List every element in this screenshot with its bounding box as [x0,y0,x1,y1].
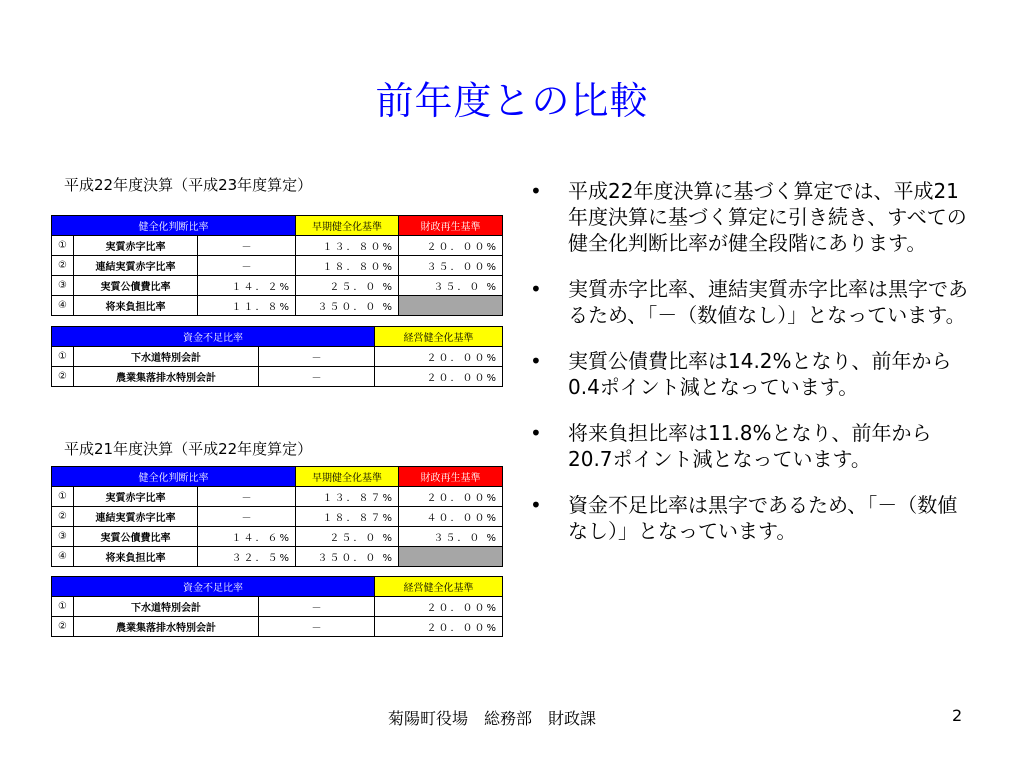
row-early: １３．８０% [296,236,399,256]
bullet-list [530,178,970,564]
row-rebuild: ２０．００% [399,487,503,507]
footer-text: 菊陽町役場 総務部 財政課 [388,709,597,728]
row-name: 実質公債費比率 [74,527,198,547]
row-value: － [198,256,296,276]
section-label-h21: 平成21年度決算（平成22年度算定） [64,440,313,458]
slide-title: 前年度との比較 [375,79,649,123]
row-early: ３５０．０ % [296,296,399,316]
table-row [52,347,503,367]
header-ratio: 健全化判断比率 [52,216,296,236]
table-row [52,367,503,387]
row-value: １４．６% [198,527,296,547]
list-item [530,492,970,544]
shortage-table-h22 [51,326,503,387]
header-rebuild: 財政再生基準 [399,467,503,487]
ratio-table-h22 [51,215,503,316]
row-value: － [259,617,375,637]
row-early: ２５．０ % [296,527,399,547]
bullet-mark: • [530,179,542,203]
list-item [530,276,970,328]
row-rebuild-empty [399,296,503,316]
row-name: 将来負担比率 [74,547,198,567]
header-management: 経営健全化基準 [375,577,503,597]
row-standard: ２０．００% [375,367,503,387]
table-row [52,597,503,617]
list-item [530,348,970,400]
table-row [52,236,503,256]
row-number: ③ [52,527,74,547]
row-number: ② [52,256,74,276]
header-shortage: 資金不足比率 [52,327,375,347]
table-row [52,617,503,637]
row-rebuild: ２０．００% [399,236,503,256]
row-value: － [198,487,296,507]
row-value: １１．８% [198,296,296,316]
row-number: ③ [52,276,74,296]
bullet-mark: • [530,277,542,301]
section-label-h22: 平成22年度決算（平成23年度算定） [64,176,313,194]
bullet-text: 実質公債費比率は14.2%となり、前年から0.4ポイント減となっています。 [568,349,952,399]
row-rebuild-empty [399,547,503,567]
table-row [52,276,503,296]
row-standard: ２０．００% [375,347,503,367]
row-value: － [198,507,296,527]
row-standard: ２０．００% [375,597,503,617]
row-early: １８．８０% [296,256,399,276]
row-number: ① [52,236,74,256]
table-header-row [52,577,503,597]
row-rebuild: ４０．００% [399,507,503,527]
header-rebuild: 財政再生基準 [399,216,503,236]
row-early: １３．８７% [296,487,399,507]
table-row [52,527,503,547]
header-shortage: 資金不足比率 [52,577,375,597]
header-management: 経営健全化基準 [375,327,503,347]
row-name: 実質赤字比率 [74,236,198,256]
row-rebuild: ３５．００% [399,256,503,276]
row-number: ① [52,487,74,507]
row-early: ３５０．０ % [296,547,399,567]
row-value: － [259,597,375,617]
row-name: 下水道特別会計 [74,597,259,617]
row-name: 連結実質赤字比率 [74,256,198,276]
header-early: 早期健全化基準 [296,467,399,487]
bullet-text: 平成22年度決算に基づく算定では、平成21年度決算に基づく算定に引き続き、すべての健全化判断比率が健全段階にあります。 [568,179,967,255]
row-name: 農業集落排水特別会計 [74,617,259,637]
row-number: ① [52,597,74,617]
bullet-text: 将来負担比率は11.8%となり、前年から20.7ポイント減となっています。 [568,421,932,471]
ratio-table-h21 [51,466,503,567]
bullet-text: 実質赤字比率、連結実質赤字比率は黒字であるため、「－（数値なし）」となっています。 [568,277,968,327]
header-ratio: 健全化判断比率 [52,467,296,487]
row-name: 下水道特別会計 [74,347,259,367]
row-value: １４．２% [198,276,296,296]
row-standard: ２０．００% [375,617,503,637]
bullet-text: 資金不足比率は黒字であるため、「－（数値なし）」となっています。 [568,493,958,543]
row-value: － [259,347,375,367]
bullet-mark: • [530,493,542,517]
table-row [52,547,503,567]
row-number: ② [52,367,74,387]
row-name: 農業集落排水特別会計 [74,367,259,387]
row-number: ④ [52,296,74,316]
table-header-row [52,327,503,347]
row-name: 将来負担比率 [74,296,198,316]
row-rebuild: ３５．０ % [399,527,503,547]
row-number: ② [52,617,74,637]
row-name: 実質赤字比率 [74,487,198,507]
bullet-mark: • [530,421,542,445]
list-item [530,420,970,472]
row-number: ④ [52,547,74,567]
row-rebuild: ３５．０ % [399,276,503,296]
row-number: ① [52,347,74,367]
table-row [52,256,503,276]
row-early: ２５．０ % [296,276,399,296]
table-row [52,507,503,527]
row-value: － [198,236,296,256]
row-name: 連結実質赤字比率 [74,507,198,527]
row-early: １８．８７% [296,507,399,527]
row-name: 実質公債費比率 [74,276,198,296]
list-item [530,178,970,256]
row-value: － [259,367,375,387]
page-number: 2 [952,706,963,725]
shortage-table-h21 [51,576,503,637]
header-early: 早期健全化基準 [296,216,399,236]
row-value: ３２．５% [198,547,296,567]
row-number: ② [52,507,74,527]
table-row [52,487,503,507]
table-header-row [52,216,503,236]
table-header-row [52,467,503,487]
bullet-mark: • [530,349,542,373]
table-row [52,296,503,316]
